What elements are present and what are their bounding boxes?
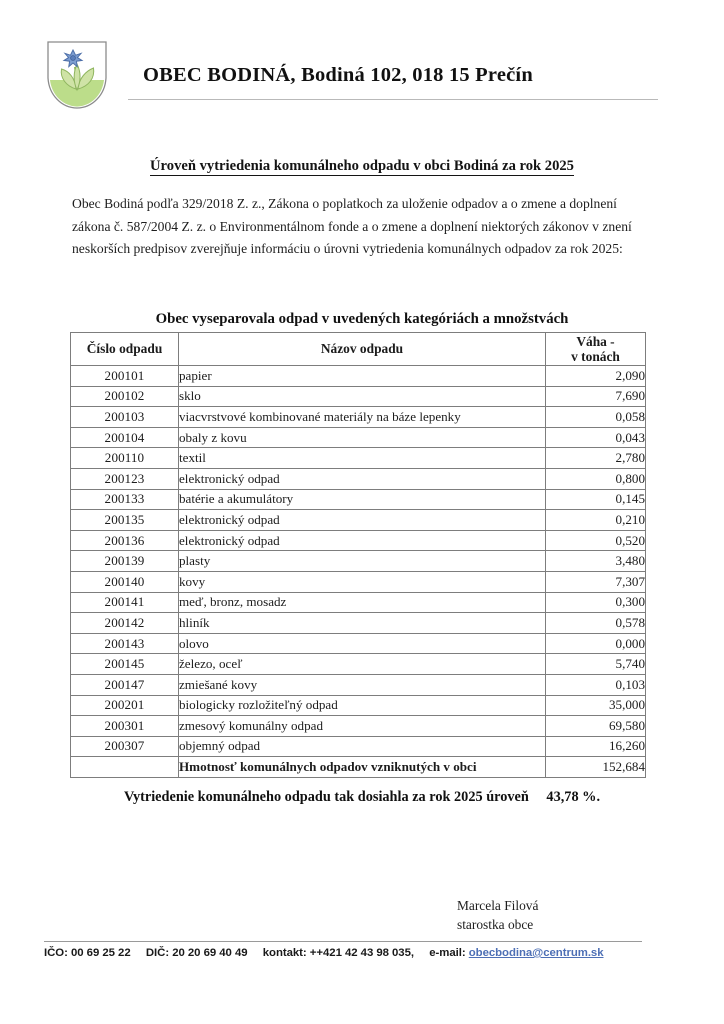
page-title	[0, 158, 724, 175]
cell-waste-weight: 0,145	[546, 489, 646, 510]
cell-waste-name: batérie a akumulátory	[179, 489, 546, 510]
ico-label: IČO:	[44, 947, 68, 959]
contact-value: ++421 42 43 98 035,	[309, 947, 414, 959]
cell-waste-weight: 0,000	[546, 633, 646, 654]
cell-waste-code: 200307	[71, 736, 179, 757]
waste-table-container	[70, 332, 645, 778]
contact-label: kontakt:	[262, 947, 307, 959]
cell-waste-code: 200123	[71, 468, 179, 489]
email-label: e-mail:	[429, 947, 466, 959]
table-row	[71, 489, 646, 510]
cell-waste-code: 200139	[71, 551, 179, 572]
letterhead-title: OBEC BODINÁ, Bodiná 102, 018 15 Prečín	[143, 64, 533, 86]
table-row	[71, 716, 646, 737]
intro-paragraph	[72, 193, 648, 261]
cell-waste-name: sklo	[179, 386, 546, 407]
cell-waste-code: 200135	[71, 510, 179, 531]
cell-waste-name: zmesový komunálny odpad	[179, 716, 546, 737]
table-row	[71, 468, 646, 489]
cell-waste-code: 200110	[71, 448, 179, 469]
table-row	[71, 613, 646, 634]
table-row	[71, 633, 646, 654]
table-caption: Obec vyseparovala odpad v uvedených kategóriách a množstvách	[155, 311, 569, 327]
intro-text: Obec Bodiná podľa 329/2018 Z. z., Zákona o poplatkoch za uloženie odpadov a o zmene a doplnení zákona č. 587/2004 Z. z. o Environmentálnom fonde a o zmene a doplnení niektorých zákonov v znení neskorších predpisov zverejňuje informáciu o úrovni vytriedenia komunálnych odpadov za rok 2025:	[72, 196, 632, 256]
cell-waste-code: 200101	[71, 366, 179, 387]
cell-waste-code: 200301	[71, 716, 179, 737]
cell-waste-weight: 0,103	[546, 674, 646, 695]
signature-block	[457, 896, 538, 934]
cell-waste-weight: 3,480	[546, 551, 646, 572]
cell-waste-name: olovo	[179, 633, 546, 654]
conclusion-text: Vytriedenie komunálneho odpadu tak dosiahla za rok 2025 úroveň	[123, 789, 529, 805]
table-total-row	[71, 757, 646, 778]
cell-waste-code: 200103	[71, 407, 179, 428]
cell-waste-weight: 0,210	[546, 510, 646, 531]
cell-waste-code: 200145	[71, 654, 179, 675]
column-header-weight-line1: Váha -	[576, 333, 615, 349]
cell-waste-code: 200133	[71, 489, 179, 510]
dic-value: 20 20 69 40 49	[172, 947, 248, 959]
cell-waste-code: 200140	[71, 571, 179, 592]
cell-waste-code: 200142	[71, 613, 179, 634]
cell-total-weight: 152,684	[546, 757, 646, 778]
table-row	[71, 427, 646, 448]
column-header-weight	[546, 333, 646, 366]
cell-waste-weight: 0,520	[546, 530, 646, 551]
cell-waste-name: zmiešané kovy	[179, 674, 546, 695]
cell-waste-weight: 5,740	[546, 654, 646, 675]
table-row	[71, 695, 646, 716]
table-row	[71, 366, 646, 387]
cell-waste-name: meď, bronz, mosadz	[179, 592, 546, 613]
table-head	[71, 333, 646, 366]
cell-waste-weight: 2,090	[546, 366, 646, 387]
cell-waste-weight: 2,780	[546, 448, 646, 469]
cell-waste-name: elektronický odpad	[179, 510, 546, 531]
cell-waste-weight: 16,260	[546, 736, 646, 757]
cell-waste-name: elektronický odpad	[179, 530, 546, 551]
table-row	[71, 571, 646, 592]
footer-divider	[44, 941, 642, 942]
cell-waste-name: elektronický odpad	[179, 468, 546, 489]
table-row	[71, 592, 646, 613]
cell-waste-name: plasty	[179, 551, 546, 572]
table-row	[71, 510, 646, 531]
table-row	[71, 736, 646, 757]
cell-waste-name: viacvrstvové kombinované materiály na báze lepenky	[179, 407, 546, 428]
signatory-role: starostka obce	[457, 917, 534, 932]
cell-waste-code: 200102	[71, 386, 179, 407]
cell-waste-weight: 0,800	[546, 468, 646, 489]
cell-waste-code: 200104	[71, 427, 179, 448]
cell-waste-name: objemný odpad	[179, 736, 546, 757]
cell-total-code	[71, 757, 179, 778]
cell-waste-weight: 7,307	[546, 571, 646, 592]
cell-waste-code: 200143	[71, 633, 179, 654]
letterhead-divider	[128, 99, 658, 100]
table-row	[71, 386, 646, 407]
cell-waste-weight: 35,000	[546, 695, 646, 716]
cell-total-label: Hmotnosť komunálnych odpadov vzniknutých v obci	[179, 757, 546, 778]
waste-table	[70, 332, 646, 778]
table-header-row	[71, 333, 646, 366]
letterhead	[46, 40, 658, 116]
column-header-code: Číslo odpadu	[71, 333, 179, 366]
cell-waste-name: obaly z kovu	[179, 427, 546, 448]
cell-waste-name: hliník	[179, 613, 546, 634]
cell-waste-code: 200141	[71, 592, 179, 613]
cell-waste-name: železo, oceľ	[179, 654, 546, 675]
ico-value: 00 69 25 22	[70, 947, 131, 959]
table-row	[71, 674, 646, 695]
cell-waste-weight: 0,058	[546, 407, 646, 428]
cell-waste-weight: 7,690	[546, 386, 646, 407]
cell-waste-name: biologicky rozložiteľný odpad	[179, 695, 546, 716]
column-header-name: Názov odpadu	[179, 333, 546, 366]
column-header-weight-line2: v tonách	[571, 349, 620, 364]
table-row	[71, 407, 646, 428]
conclusion-line	[0, 789, 724, 806]
email-link[interactable]: obecbodina@centrum.sk	[468, 947, 604, 959]
cell-waste-weight: 0,578	[546, 613, 646, 634]
cell-waste-code: 200147	[71, 674, 179, 695]
cell-waste-name: textil	[179, 448, 546, 469]
table-row	[71, 530, 646, 551]
sorting-level-percentage: 43,78 %.	[546, 789, 601, 805]
signatory-name: Marcela Filová	[457, 898, 539, 913]
footer	[44, 947, 684, 959]
cell-waste-weight: 0,043	[546, 427, 646, 448]
cell-waste-weight: 0,300	[546, 592, 646, 613]
coat-of-arms-icon	[46, 40, 108, 110]
table-row	[71, 551, 646, 572]
cell-waste-name: kovy	[179, 571, 546, 592]
cell-waste-code: 200136	[71, 530, 179, 551]
cell-waste-code: 200201	[71, 695, 179, 716]
table-body	[71, 366, 646, 778]
table-row	[71, 448, 646, 469]
table-row	[71, 654, 646, 675]
page-title-text: Úroveň vytriedenia komunálneho odpadu v obci Bodiná za rok 2025	[150, 158, 574, 174]
cell-waste-weight: 69,580	[546, 716, 646, 737]
dic-label: DIČ:	[145, 947, 170, 959]
cell-waste-name: papier	[179, 366, 546, 387]
